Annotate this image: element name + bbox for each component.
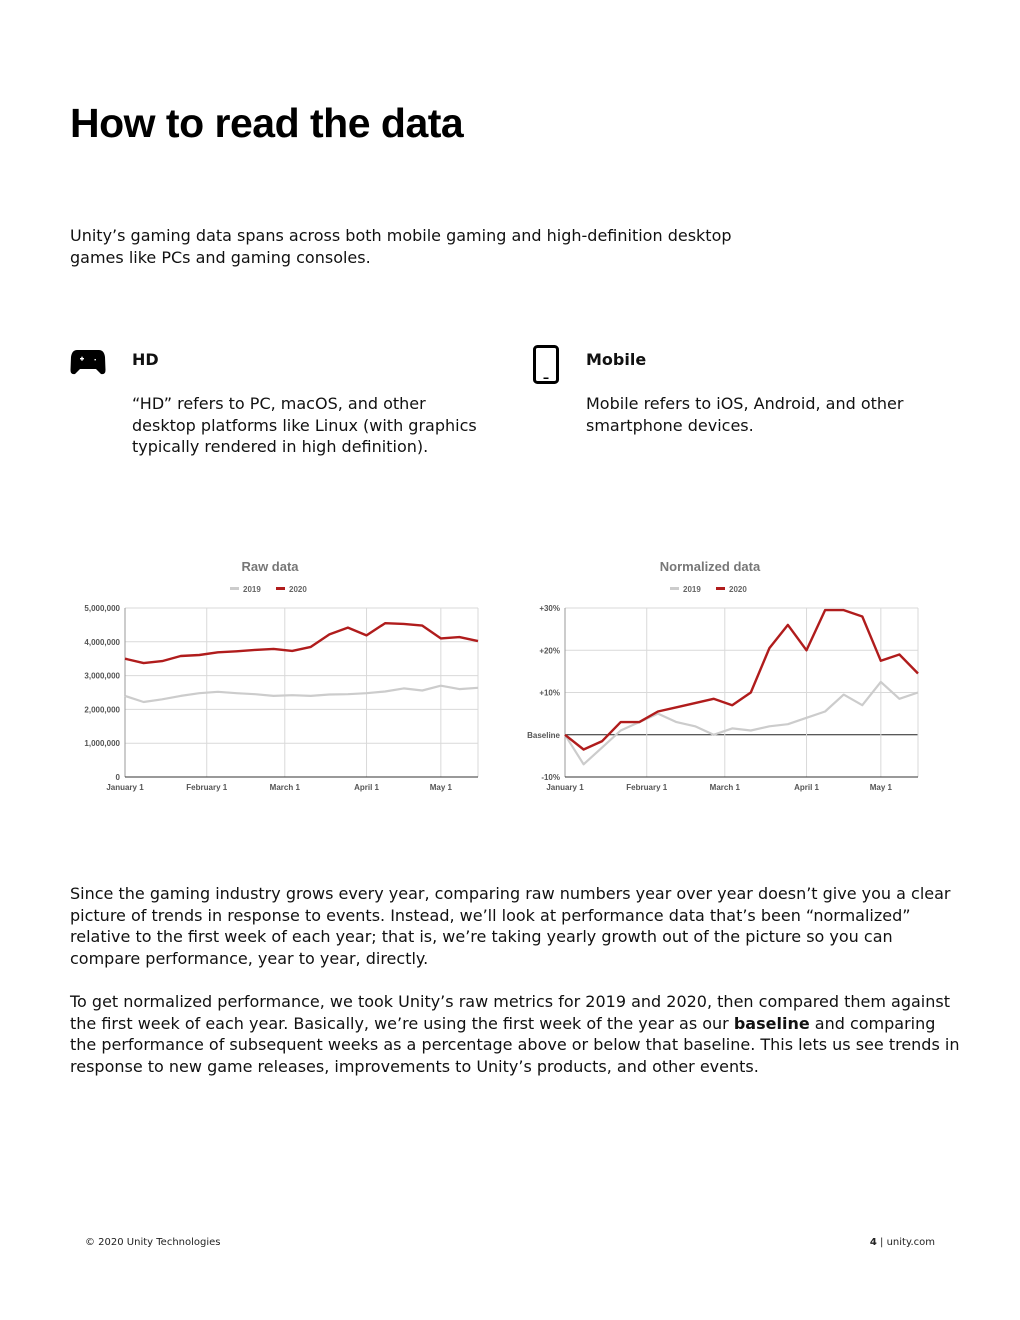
series-line-2020 bbox=[125, 623, 478, 663]
legend-label-2019: 2019 bbox=[683, 585, 701, 594]
x-tick-label: May 1 bbox=[869, 783, 892, 792]
footer-separator: | bbox=[880, 1237, 884, 1248]
page-title: How to read the data bbox=[70, 100, 464, 146]
legend-label-2020: 2020 bbox=[729, 585, 747, 594]
x-tick-label: February 1 bbox=[186, 783, 228, 792]
footer-site-link[interactable]: unity.com bbox=[886, 1237, 935, 1248]
y-tick-label: 1,000,000 bbox=[84, 739, 120, 749]
y-tick-label: 5,000,000 bbox=[84, 604, 120, 613]
hd-description: “HD” refers to PC, macOS, and other desktop platforms like Linux (with graphics typically rendered in high definition). bbox=[132, 394, 477, 456]
raw-data-chart-svg bbox=[70, 555, 490, 800]
body-paragraph-1: Since the gaming industry grows every year, comparing raw numbers year over year doesn’t give you a clear picture of trends in response to events. Instead, we’ll look at performance data that’s been “normalized” relative to the first week of each year; that is, we’re taking yearly growth out of the picture so you can compare performance, year to year, directly. bbox=[70, 884, 951, 968]
legend-label-2019: 2019 bbox=[243, 585, 261, 594]
raw-data-chart bbox=[70, 555, 490, 800]
x-tick-label: March 1 bbox=[269, 783, 300, 792]
para2-text-after: and comparing the performance of subsequent weeks as a percentage above or below that baseline. This lets us see trends in response to new game releases, improvements to Unity’s products, and other events. bbox=[70, 1013, 960, 1076]
legend-swatch-2019 bbox=[230, 587, 239, 590]
smartphone-icon bbox=[533, 345, 559, 389]
normalized-data-chart-svg bbox=[510, 555, 930, 800]
hd-title: HD bbox=[132, 350, 159, 369]
legend-swatch-2020 bbox=[276, 587, 285, 590]
platform-hd bbox=[70, 345, 490, 475]
y-tick-label: 0 bbox=[115, 773, 120, 782]
x-tick-label: February 1 bbox=[626, 783, 668, 792]
footer-right bbox=[870, 1237, 935, 1248]
body-paragraph-2 bbox=[70, 991, 960, 1077]
legend-swatch-2019 bbox=[670, 587, 679, 590]
intro-text: Unity’s gaming data spans across both mobile gaming and high-definition desktop games like PCs and gaming consoles. bbox=[70, 226, 732, 267]
y-tick-label: +20% bbox=[539, 646, 560, 656]
baseline-bold-term: baseline bbox=[733, 1013, 810, 1033]
y-tick-label: Baseline bbox=[527, 730, 560, 740]
footer-copyright: © 2020 Unity Technologies bbox=[85, 1237, 221, 1248]
normalized-data-chart bbox=[510, 555, 930, 800]
platform-mobile bbox=[533, 345, 953, 475]
para2-text-before: To get normalized performance, we took Unity’s raw metrics for 2019 and 2020, then compared them against the first week of each year. Basically, we’re using the first week of the year as our bbox=[70, 992, 950, 1033]
series-line-2019 bbox=[125, 686, 478, 702]
page-number: 4 bbox=[869, 1237, 877, 1248]
series-line-2019 bbox=[565, 682, 918, 764]
x-tick-label: April 1 bbox=[354, 783, 379, 792]
y-tick-label: +10% bbox=[539, 688, 560, 698]
y-tick-label: 3,000,000 bbox=[84, 671, 120, 681]
gamepad-icon bbox=[70, 345, 106, 381]
x-tick-label: March 1 bbox=[709, 783, 740, 792]
x-tick-label: May 1 bbox=[429, 783, 452, 792]
y-tick-label: 2,000,000 bbox=[84, 705, 120, 715]
chart-title: Raw data bbox=[241, 559, 299, 574]
x-tick-label: January 1 bbox=[106, 783, 144, 792]
chart-title: Normalized data bbox=[659, 559, 761, 574]
mobile-description: Mobile refers to iOS, Android, and other smartphone devices. bbox=[586, 394, 904, 435]
legend-label-2020: 2020 bbox=[289, 585, 307, 594]
legend-swatch-2020 bbox=[716, 587, 725, 590]
y-tick-label: +30% bbox=[539, 604, 560, 613]
x-tick-label: April 1 bbox=[794, 783, 819, 792]
y-tick-label: 4,000,000 bbox=[84, 637, 120, 647]
y-tick-label: -10% bbox=[541, 773, 560, 782]
x-tick-label: January 1 bbox=[546, 783, 584, 792]
mobile-title: Mobile bbox=[586, 350, 647, 369]
